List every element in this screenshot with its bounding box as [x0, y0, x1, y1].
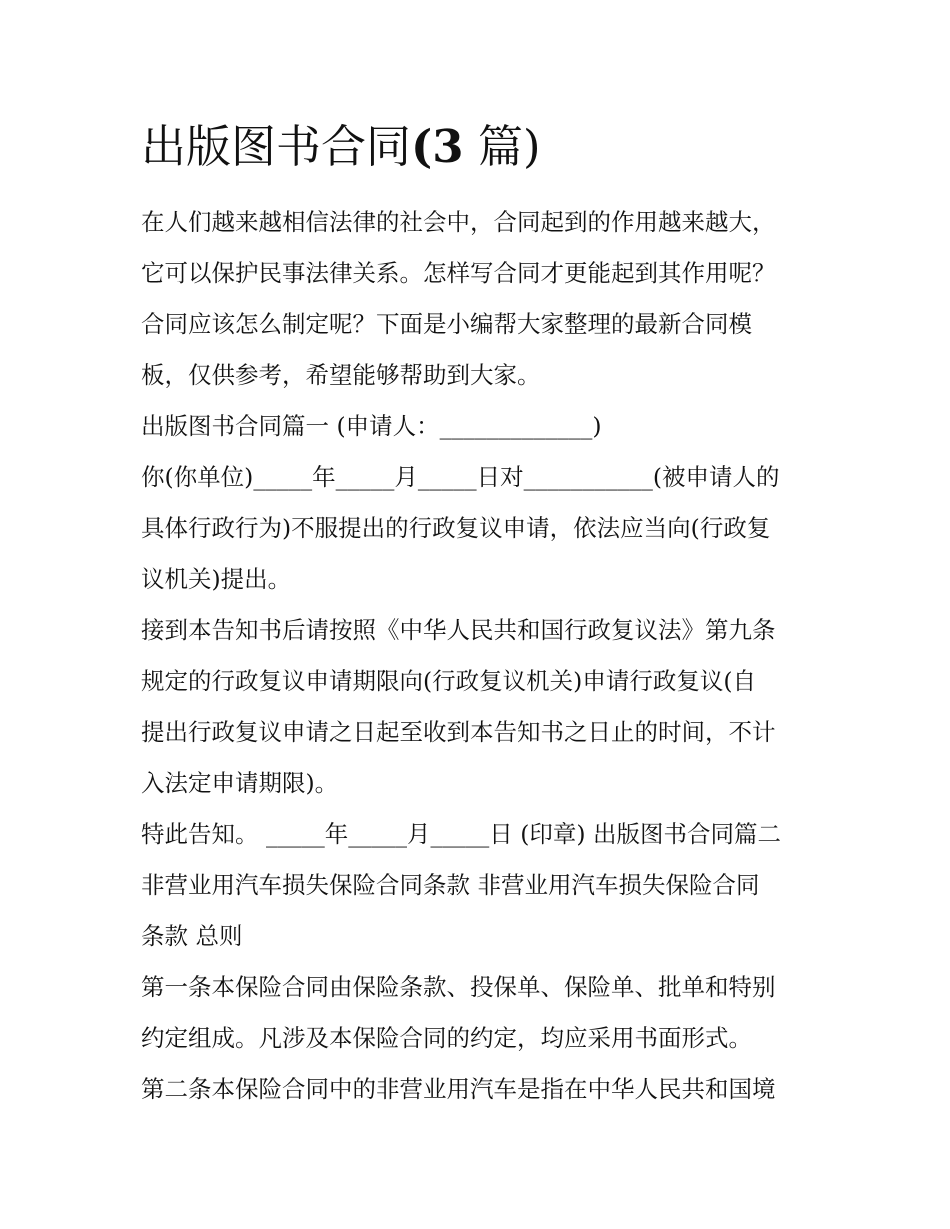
- text-line: 具体行政行为)不服提出的行政复议申请，依法应当向(行政复: [141, 514, 771, 542]
- text-line: 第二条本保险合同中的非营业用汽车是指在中华人民共和国境: [141, 1075, 776, 1103]
- title-count: (3: [411, 120, 464, 173]
- text-line: 特此告知。 _____年_____月_____日 (印章) 出版图书合同篇二: [141, 820, 781, 848]
- text-line: 提出行政复议申请之日起至收到本告知书之日止的时间，不计: [141, 718, 776, 746]
- text-line: 第一条本保险合同由保险条款、投保单、保险单、批单和特别: [141, 973, 776, 1001]
- text-line: 合同应该怎么制定呢？下面是小编帮大家整理的最新合同模: [141, 310, 752, 338]
- text-line: 接到本告知书后请按照《中华人民共和国行政复议法》第九条: [141, 616, 776, 644]
- text-line: 议机关)提出。: [141, 565, 292, 593]
- title-end: 篇): [477, 120, 541, 173]
- text-line: 非营业用汽车损失保险合同条款 非营业用汽车损失保险合同: [141, 871, 760, 899]
- text-line: 它可以保护民事法律关系。怎样写合同才更能起到其作用呢？: [141, 259, 776, 287]
- document-body: [141, 197, 821, 1115]
- text-line: 板，仅供参考，希望能够帮助到大家。: [141, 361, 541, 389]
- text-line: 条款 总则: [141, 922, 243, 950]
- text-line: 规定的行政复议申请期限向(行政复议机关)申请行政复议(自: [141, 667, 757, 695]
- document-title: [141, 116, 541, 178]
- text-line: 入法定申请期限)。: [141, 769, 339, 797]
- text-line: 你(你单位)_____年_____月_____日对___________(被申请人的: [141, 463, 780, 491]
- text-line: 在人们越来越相信法律的社会中，合同起到的作用越来越大，: [141, 208, 776, 236]
- section-heading-contract-1: 出版图书合同篇一 (申请人：_____________): [141, 412, 602, 440]
- title-main: 出版图书合同: [141, 120, 412, 173]
- text-line: 约定组成。凡涉及本保险合同的约定，均应采用书面形式。: [141, 1024, 752, 1052]
